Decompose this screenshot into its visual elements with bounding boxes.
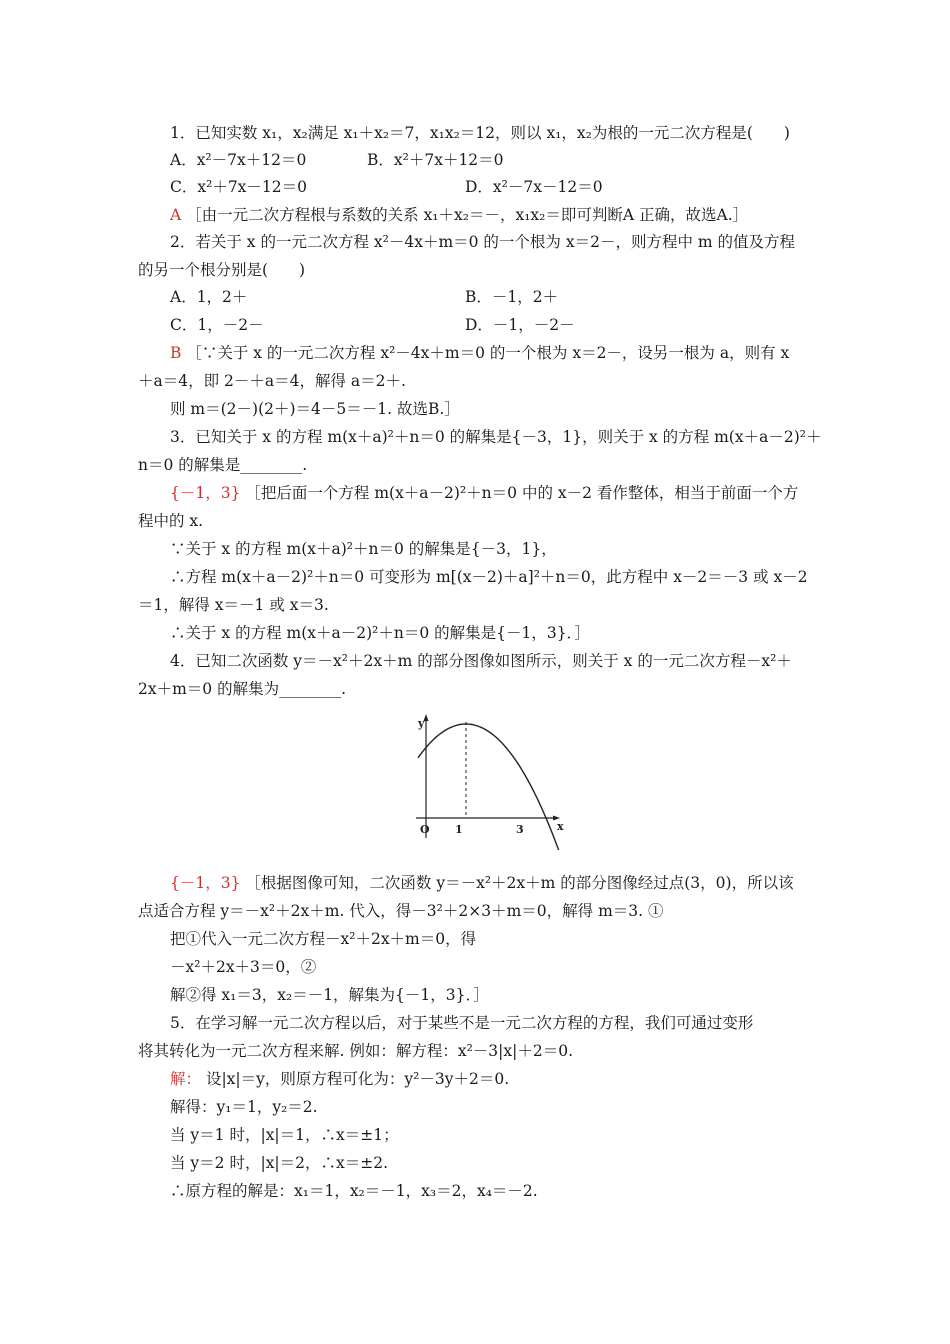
- q1-answer: A: [170, 206, 182, 224]
- q2-explanation-1: ［∵关于 x 的一元二次方程 x²－4x＋m＝0 的一个根为 x＝2－，设另一根为 a，则有 x: [186, 344, 790, 362]
- q4-explanation-1: ［根据图像可知，二次函数 y＝－x²＋2x＋m 的部分图像经过点(3，0)，所以该: [245, 874, 794, 892]
- q3-answer: {－1，3}: [170, 484, 241, 502]
- q2-option-a: A．1，2＋: [170, 288, 248, 306]
- q3-solution-2: 程中的 x.: [138, 512, 204, 530]
- q3-solution-6: ∴关于 x 的方程 m(x＋a－2)²＋n＝0 的解集是{－1，3}．］: [170, 624, 590, 642]
- q1-option-b: B．x²＋7x＋12＝0: [367, 151, 504, 169]
- q4-answer: {－1，3}: [170, 874, 241, 892]
- q3-stem-2: n＝0 的解集是________.: [138, 456, 308, 474]
- q2-option-d: D．－1，－2－: [465, 316, 575, 334]
- q1-option-a: A．x²－7x＋12＝0: [170, 151, 307, 169]
- q5-solution-1: [170, 1069, 509, 1089]
- q2-solution-2: ＋a＝4，即 2－＋a＝4，解得 a＝2＋.: [138, 372, 406, 390]
- q3-explanation-1: ［把后面一个方程 m(x＋a－2)²＋n＝0 中的 x－2 看作整体，相当于前面一个方: [245, 484, 799, 502]
- q3-solution-3: ∵关于 x 的方程 m(x＋a)²＋n＝0 的解集是{－3，1}，: [170, 540, 557, 558]
- q4-stem-2: 2x＋m＝0 的解集为________.: [138, 680, 347, 698]
- q1-option-d: D．x²－7x－12＝0: [465, 178, 603, 196]
- q2-stem-1: 2．若关于 x 的一元二次方程 x²－4x＋m＝0 的一个根为 x＝2－，则方程中 m 的值及方程: [170, 233, 796, 251]
- q2-option-c: C．1，－2－: [170, 316, 264, 334]
- y-axis-label: y: [418, 717, 425, 730]
- q4-solution-5: 解②得 x₁＝3，x₂＝－1，解集为{－1，3}．］: [170, 986, 489, 1004]
- q3-solution-1: [170, 483, 798, 503]
- q5-solution-label: 解：: [170, 1070, 202, 1088]
- q1-stem: 1．已知实数 x₁，x₂满足 x₁＋x₂＝7，x₁x₂＝12，则以 x₁，x₂为根的一元二次方程是( ): [170, 124, 790, 142]
- q3-stem-1: 3．已知关于 x 的方程 m(x＋a)²＋n＝0 的解集是{－3，1}，则关于 x 的方程 m(x＋a－2)²＋: [170, 428, 822, 446]
- q5-solution-5: ∴原方程的解是：x₁＝1，x₂＝－1，x₃＝2，x₄＝－2.: [170, 1182, 538, 1200]
- q5-solution-3: 当 y＝1 时，|x|＝1，∴x＝±1；: [170, 1126, 399, 1144]
- tick-label-3: 3: [516, 823, 524, 836]
- parabola-curve: [418, 724, 562, 850]
- q4-solution-3: 把①代入一元二次方程－x²＋2x＋m＝0，得: [170, 930, 477, 948]
- q3-solution-5: ＝1，解得 x＝－1 或 x＝3.: [138, 596, 329, 614]
- q3-solution-4: ∴方程 m(x＋a－2)²＋n＝0 可变形为 m[(x－2)＋a]²＋n＝0，此方程中 x－2＝－3 或 x－2: [170, 568, 808, 586]
- q5-stem-2: 将其转化为一元二次方程来解. 例如：解方程：x²－3|x|＋2＝0.: [138, 1042, 574, 1060]
- q2-stem-2: 的另一个根分别是( ): [138, 261, 306, 279]
- origin-label: O: [420, 823, 430, 836]
- x-axis-label: x: [557, 820, 564, 833]
- q5-solution-4: 当 y＝2 时，|x|＝2，∴x＝±2.: [170, 1154, 389, 1172]
- q2-answer: B: [170, 344, 182, 362]
- q4-solution-1: [170, 873, 794, 893]
- q5-stem-1: 5．在学习解一元二次方程以后，对于某些不是一元二次方程的方程，我们可通过变形: [170, 1014, 754, 1032]
- q2-option-b: B．－1，2＋: [465, 288, 559, 306]
- parabola-figure: [408, 710, 568, 850]
- q5-explanation-1: 设|x|＝y，则原方程可化为：y²－3y＋2＝0.: [205, 1070, 510, 1088]
- q4-solution-2: 点适合方程 y＝－x²＋2x＋m. 代入，得－3²＋2×3＋m＝0，解得 m＝3. ①: [138, 902, 664, 920]
- q1-explanation: ［由一元二次方程根与系数的关系 x₁＋x₂＝－，x₁x₂＝即可判断A 正确，故选A.］: [186, 206, 749, 224]
- tick-label-1: 1: [455, 823, 463, 836]
- q2-solution-3: 则 m＝(2－)(2＋)＝4－5＝－1. 故选B.］: [170, 400, 460, 418]
- q2-solution-1: [170, 343, 789, 363]
- q4-solution-4: －x²＋2x＋3＝0，②: [170, 958, 317, 976]
- q1-option-c: C．x²＋7x－12＝0: [170, 178, 308, 196]
- q1-solution: [170, 205, 748, 225]
- q5-solution-2: 解得：y₁＝1，y₂＝2.: [170, 1098, 318, 1116]
- q4-stem-1: 4．已知二次函数 y＝－x²＋2x＋m 的部分图像如图所示，则关于 x 的一元二次方程－x²＋: [170, 652, 792, 670]
